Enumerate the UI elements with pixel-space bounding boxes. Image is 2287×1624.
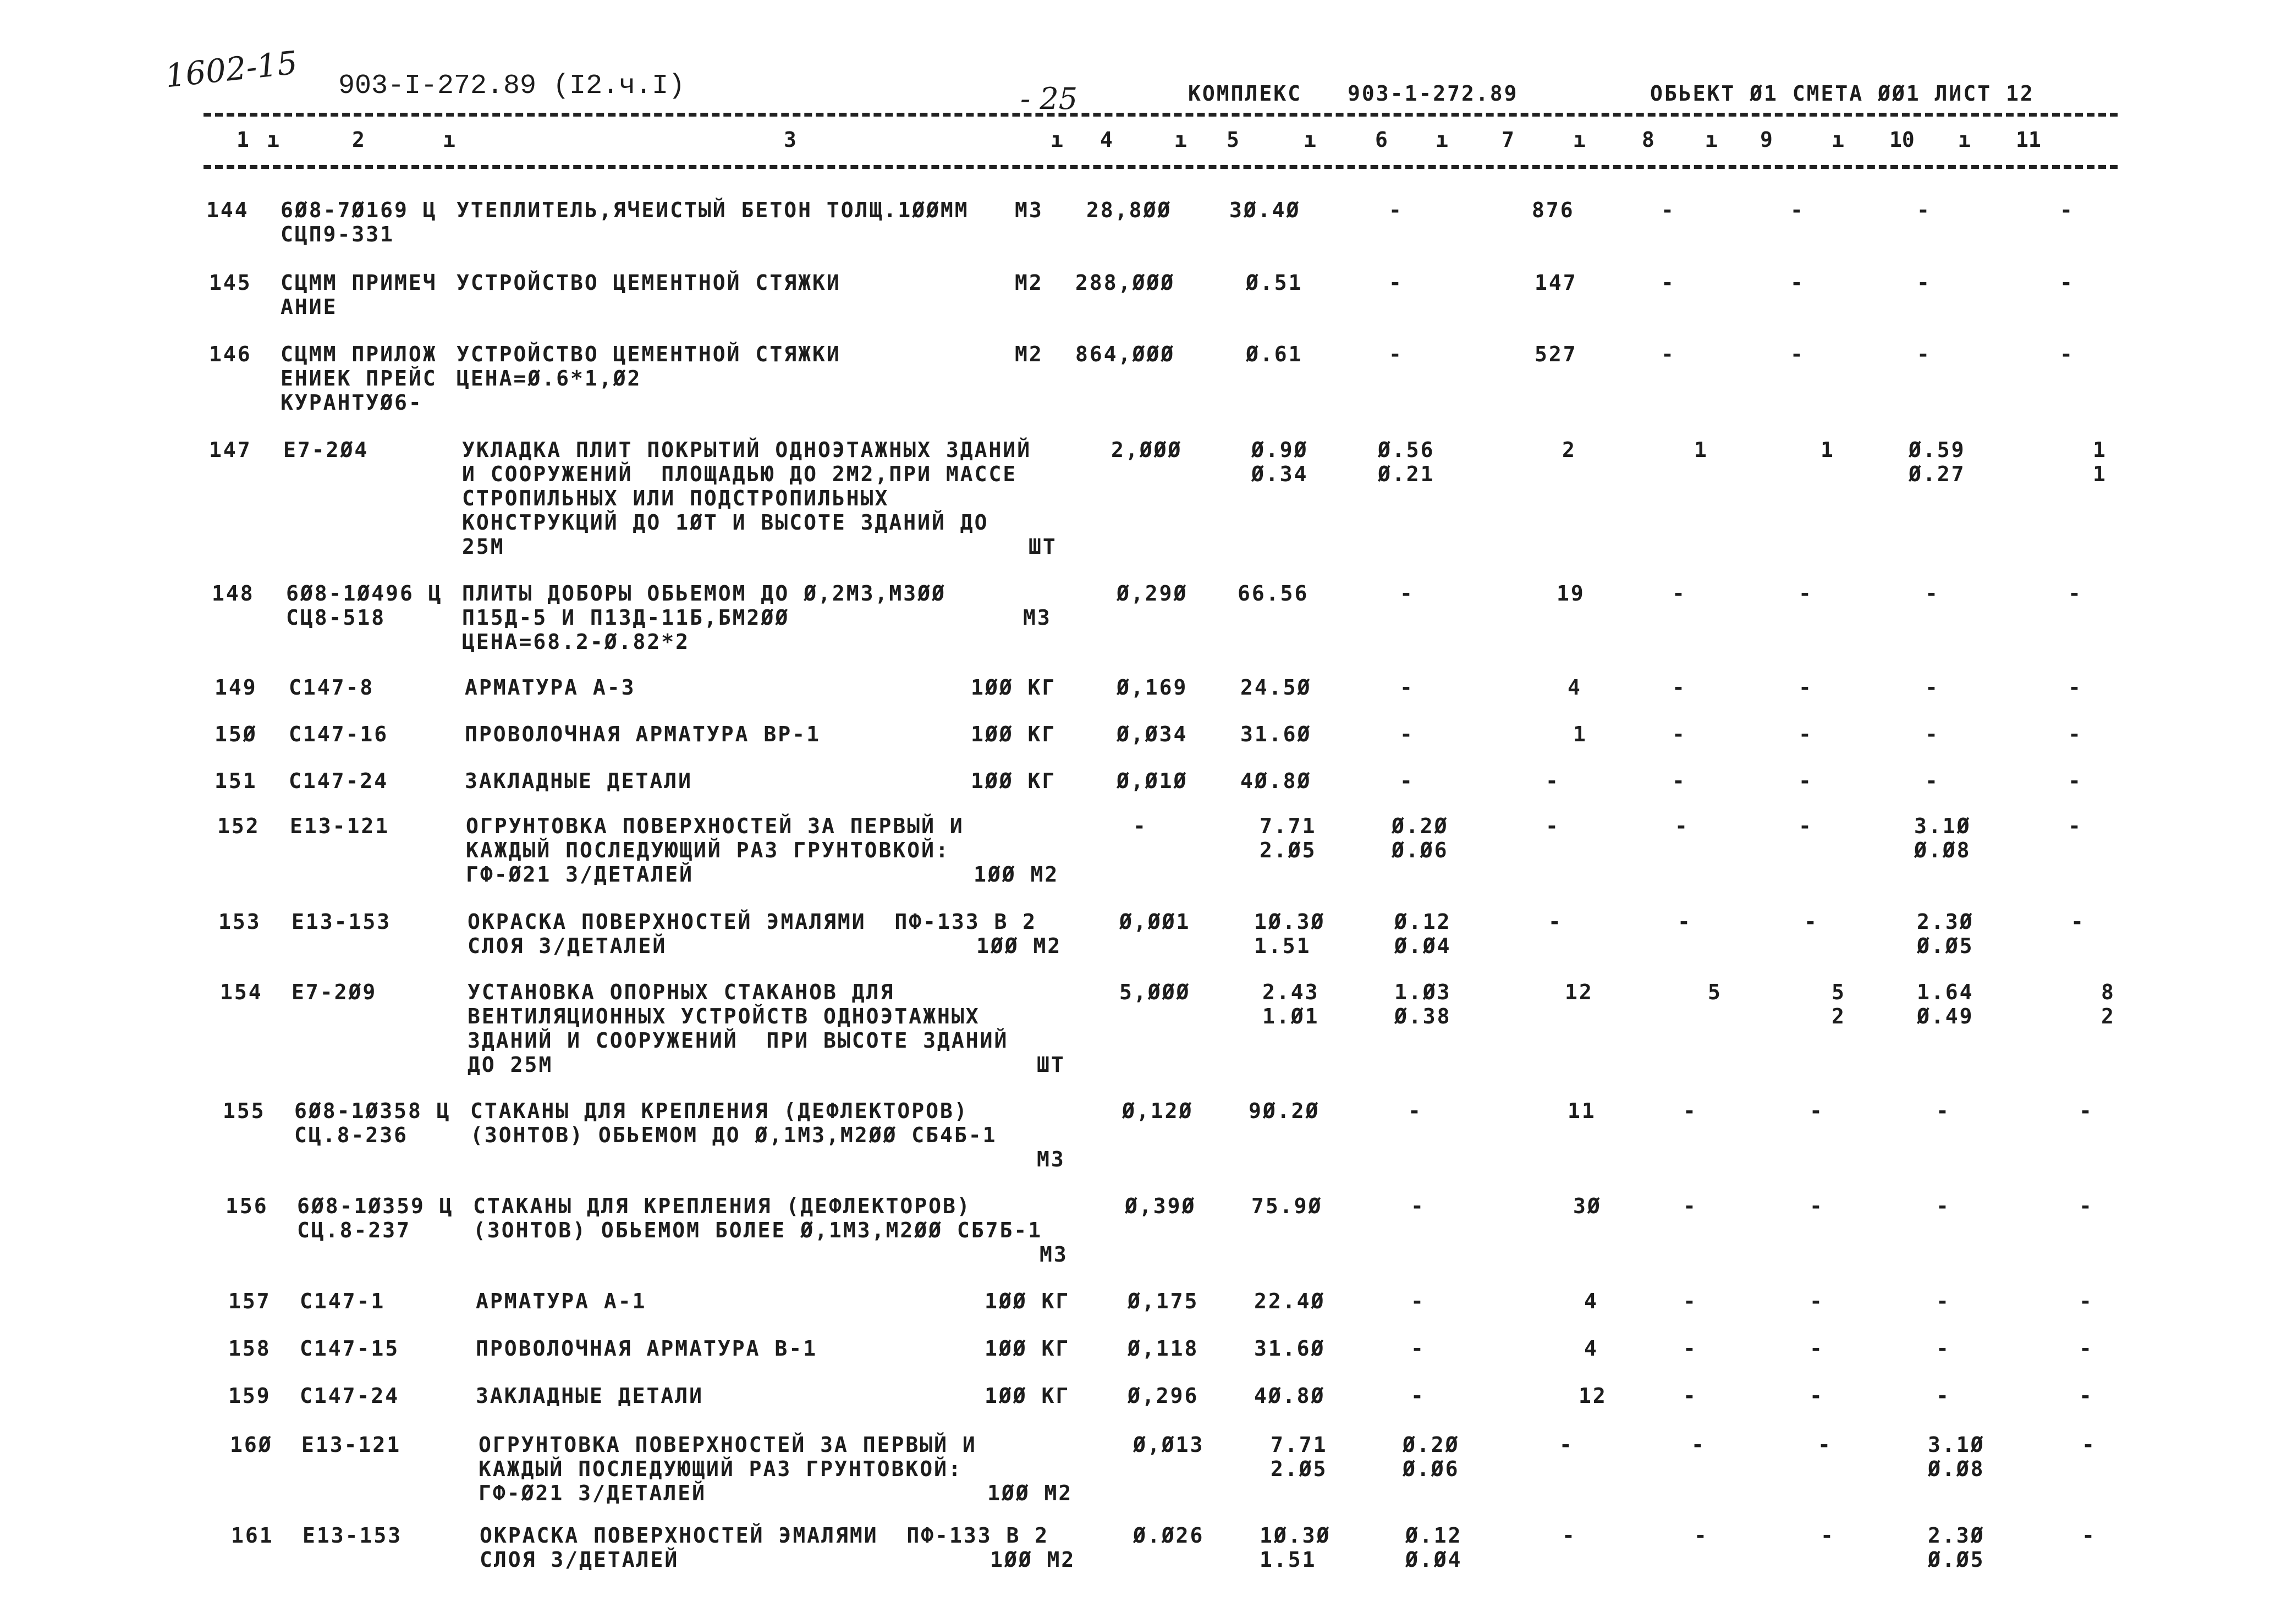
col-7: - — [1546, 814, 1560, 838]
column-separator: ı — [267, 128, 279, 152]
col-11: - — [2079, 1336, 2093, 1361]
col-7: 3Ø — [1573, 1194, 1602, 1218]
work-description: ЗАКЛАДНЫЕ ДЕТАЛИ — [476, 1384, 704, 1408]
col-8: - — [1683, 1099, 1697, 1123]
row-number: 154 — [220, 980, 263, 1004]
unit: 1ØØ М2 — [990, 1548, 1076, 1572]
col-9: - — [1818, 1433, 1832, 1457]
column-number-11: 11 — [2016, 128, 2041, 152]
col-7: 12 — [1565, 980, 1593, 1004]
col-7: - — [1559, 1433, 1574, 1457]
work-description: УТЕПЛИТЕЛЬ,ЯЧЕИСТЫЙ БЕТОН ТОЛЩ.1ØØММ — [457, 198, 969, 222]
quantity: Ø,29Ø — [1117, 581, 1188, 605]
col-7: 876 — [1532, 198, 1575, 222]
col-7: 19 — [1557, 581, 1585, 605]
column-separator: ı — [1436, 128, 1448, 152]
norm-code: С147-8 — [289, 675, 375, 700]
col-6: Ø.56 Ø.21 — [1378, 438, 1435, 486]
column-separator: ı — [1174, 128, 1187, 152]
col-8: - — [1694, 1523, 1708, 1548]
work-description: ЗАКЛАДНЫЕ ДЕТАЛИ — [465, 769, 693, 793]
work-description: УКЛАДКА ПЛИТ ПОКРЫТИЙ ОДНОЭТАЖНЫХ ЗДАНИЙ И СООРУЖЕНИЙ ПЛОЩАДЬЮ ДО 2М2,ПРИ МАССЕ СТРОПИЛЬНЫХ ИЛИ ПОДСТРОПИЛЬНЫХ КОНСТРУКЦИЙ ДО 1ØТ И ВЫСОТЕ ЗДАНИЙ ДО 25М — [462, 438, 1032, 559]
unit: 1ØØ М2 — [974, 862, 1059, 887]
norm-code: 6Ø8-7Ø169 Ц СЦП9-331 — [281, 198, 437, 246]
row-number: 156 — [226, 1194, 268, 1218]
col-8: - — [1661, 271, 1675, 295]
col-9: - — [1810, 1384, 1824, 1408]
unit: М2 — [1015, 271, 1043, 295]
unit: М3 — [1037, 1147, 1065, 1171]
col-8: - — [1683, 1384, 1697, 1408]
row-number: 15Ø — [215, 722, 257, 746]
col-8: - — [1672, 722, 1686, 746]
col-8: - — [1672, 769, 1686, 793]
quantity: 864,ØØØ — [1075, 342, 1175, 366]
complex-code: 903-1-272.89 — [1348, 81, 1519, 106]
col-10: - — [1917, 342, 1931, 366]
work-description: СТАКАНЫ ДЛЯ КРЕПЛЕНИЯ (ДЕФЛЕКТОРОВ) (ЗОНТОВ) ОБЬЕМОМ ДО Ø,1М3,М2ØØ СБ4Б-1 — [470, 1099, 997, 1147]
quantity: 5,ØØØ — [1119, 980, 1191, 1004]
work-description: ПРОВОЛОЧНАЯ АРМАТУРА ВР-1 — [465, 722, 821, 746]
col-10: 3.1Ø Ø.Ø8 — [1928, 1433, 1985, 1481]
col-10: 2.3Ø Ø.Ø5 — [1928, 1523, 1985, 1572]
col-11: - — [2082, 1523, 2096, 1548]
unit-price: 7.71 2.Ø5 — [1260, 814, 1317, 862]
col-7: 12 — [1579, 1384, 1607, 1408]
column-number-4: 4 — [1100, 128, 1113, 152]
unit: ШТ — [1037, 1053, 1065, 1077]
col-6: - — [1411, 1384, 1425, 1408]
quantity: Ø,12Ø — [1122, 1099, 1194, 1123]
col-6: Ø.2Ø Ø.Ø6 — [1392, 814, 1449, 862]
col-7: 147 — [1535, 271, 1577, 295]
col-10: - — [1925, 581, 1939, 605]
column-number-3: 3 — [784, 128, 796, 152]
norm-code: Е7-2Ø9 — [292, 980, 377, 1004]
column-separator: ı — [1832, 128, 1844, 152]
row-number: 149 — [215, 675, 257, 700]
row-number: 145 — [209, 271, 252, 295]
norm-code: Е7-2Ø4 — [283, 438, 369, 462]
col-10: - — [1936, 1384, 1950, 1408]
unit: М3 — [1023, 605, 1052, 630]
unit-price: Ø.9Ø Ø.34 — [1251, 438, 1309, 486]
col-11: - — [2068, 769, 2082, 793]
col-6: - — [1400, 722, 1414, 746]
column-separator: ı — [1573, 128, 1586, 152]
col-6: Ø.2Ø Ø.Ø6 — [1403, 1433, 1460, 1481]
col-6: Ø.12 Ø.Ø4 — [1394, 910, 1452, 958]
unit-price: Ø.61 — [1246, 342, 1303, 366]
col-7: 2 — [1562, 438, 1576, 462]
col-6: - — [1411, 1194, 1425, 1218]
quantity: Ø,169 — [1117, 675, 1188, 700]
col-6: - — [1411, 1289, 1425, 1313]
work-description: ПЛИТЫ ДОБОРЫ ОБЬЕМОМ ДО Ø,2М3,М3ØØ П15Д-5 И П13Д-11Б,БМ2ØØ ЦЕНА=68.2-Ø.82*2 — [462, 581, 946, 654]
unit-price: 22.4Ø — [1254, 1289, 1326, 1313]
unit-price: 4Ø.8Ø — [1240, 769, 1312, 793]
col-8: - — [1672, 675, 1686, 700]
work-description: АРМАТУРА А-1 — [476, 1289, 647, 1313]
column-number-9: 9 — [1760, 128, 1773, 152]
col-6: - — [1411, 1336, 1425, 1361]
col-8: - — [1661, 198, 1675, 222]
unit-price: 24.5Ø — [1240, 675, 1312, 700]
unit: 1ØØ КГ — [985, 1384, 1070, 1408]
unit-price: 9Ø.2Ø — [1249, 1099, 1320, 1123]
row-number: 146 — [209, 342, 252, 366]
col-10: 3.1Ø Ø.Ø8 — [1914, 814, 1971, 862]
complex-label: КОМПЛЕКС — [1188, 81, 1302, 106]
row-number: 16Ø — [230, 1433, 273, 1457]
col-9: - — [1810, 1336, 1824, 1361]
unit: М3 — [1040, 1242, 1068, 1267]
row-number: 144 — [206, 198, 249, 222]
col-8: - — [1691, 1433, 1706, 1457]
unit-price: 66.56 — [1238, 581, 1309, 605]
unit: 1ØØ КГ — [971, 769, 1057, 793]
col-11: - — [2079, 1194, 2093, 1218]
col-10: - — [1936, 1194, 1950, 1218]
norm-code: Е13-121 — [301, 1433, 402, 1457]
quantity: Ø,175 — [1128, 1289, 1199, 1313]
norm-code: Е13-121 — [290, 814, 390, 838]
col-6: - — [1389, 198, 1403, 222]
column-number-10: 10 — [1889, 128, 1915, 152]
col-11: 8 2 — [2101, 980, 2115, 1028]
col-11: 1 1 — [2093, 438, 2107, 486]
column-separator: ı — [1051, 128, 1063, 152]
col-8: - — [1683, 1289, 1697, 1313]
col-11: - — [2068, 581, 2082, 605]
norm-code: СЦММ ПРИМЕЧ АНИЕ — [281, 271, 437, 319]
col-8: - — [1683, 1336, 1697, 1361]
col-11: - — [2068, 814, 2082, 838]
col-8: - — [1661, 342, 1675, 366]
work-description: УСТРОЙСТВО ЦЕМЕНТНОЙ СТЯЖКИ — [457, 271, 841, 295]
col-9: - — [1804, 910, 1818, 934]
unit-price: 1Ø.3Ø 1.51 — [1254, 910, 1326, 958]
column-separator: ı — [1705, 128, 1718, 152]
col-11: - — [2060, 271, 2074, 295]
col-7: 11 — [1568, 1099, 1596, 1123]
col-11: - — [2068, 675, 2082, 700]
quantity: Ø,ØØ1 — [1119, 910, 1191, 934]
col-9: - — [1790, 198, 1805, 222]
work-description: ОГРУНТОВКА ПОВЕРХНОСТЕЙ ЗА ПЕРВЫЙ И КАЖДЫЙ ПОСЛЕДУЮЩИЙ РАЗ ГРУНТОВКОЙ: ГФ-Ø21 З/ДЕТАЛЕЙ — [466, 814, 964, 887]
norm-code: С147-24 — [289, 769, 389, 793]
document-code: 903-I-272.89 (I2.ч.I) — [338, 70, 685, 102]
col-9: - — [1799, 581, 1813, 605]
col-9: - — [1810, 1099, 1824, 1123]
col-9: - — [1799, 769, 1813, 793]
quantity: Ø,39Ø — [1125, 1194, 1196, 1218]
row-number: 159 — [228, 1384, 271, 1408]
col-10: - — [1936, 1336, 1950, 1361]
quantity: 28,8ØØ — [1086, 198, 1172, 222]
col-9: - — [1790, 342, 1805, 366]
row-number: 148 — [212, 581, 255, 605]
row-number: 151 — [215, 769, 257, 793]
work-description: АРМАТУРА А-3 — [465, 675, 636, 700]
work-description: ОГРУНТОВКА ПОВЕРХНОСТЕЙ ЗА ПЕРВЫЙ И КАЖДЫЙ ПОСЛЕДУЮЩИЙ РАЗ ГРУНТОВКОЙ: ГФ-Ø21 З/ДЕТАЛЕЙ — [479, 1433, 977, 1505]
col-11: - — [2079, 1099, 2093, 1123]
col-10: Ø.59 Ø.27 — [1909, 438, 1966, 486]
col-10: - — [1936, 1289, 1950, 1313]
column-number-8: 8 — [1642, 128, 1654, 152]
unit-price: 75.9Ø — [1251, 1194, 1323, 1218]
col-6: - — [1408, 1099, 1422, 1123]
unit-price: 1Ø.3Ø 1.51 — [1260, 1523, 1331, 1572]
unit: ШТ — [1029, 535, 1057, 559]
col-8: 5 — [1708, 980, 1722, 1004]
norm-code: Е13-153 — [292, 910, 392, 934]
col-10: - — [1925, 722, 1939, 746]
col-6: - — [1389, 271, 1403, 295]
norm-code: С147-16 — [289, 722, 389, 746]
col-9: - — [1810, 1194, 1824, 1218]
work-description: УСТРОЙСТВО ЦЕМЕНТНОЙ СТЯЖКИ ЦЕНА=Ø.6*1,Ø2 — [457, 342, 841, 390]
col-9: 1 — [1821, 438, 1835, 462]
row-number: 155 — [223, 1099, 266, 1123]
col-7: 4 — [1568, 675, 1582, 700]
col-6: - — [1389, 342, 1403, 366]
col-10: - — [1917, 198, 1931, 222]
column-number-7: 7 — [1502, 128, 1514, 152]
page-number: - 25 — [1020, 81, 1078, 116]
unit: 1ØØ КГ — [985, 1289, 1070, 1313]
unit: 1ØØ КГ — [971, 722, 1057, 746]
norm-code: С147-24 — [300, 1384, 400, 1408]
unit: М2 — [1015, 342, 1043, 366]
col-6: Ø.12 Ø.Ø4 — [1405, 1523, 1463, 1572]
work-description: ОКРАСКА ПОВЕРХНОСТЕЙ ЭМАЛЯМИ ПФ-133 В 2 СЛОЯ З/ДЕТАЛЕЙ — [480, 1523, 1049, 1572]
unit: 1ØØ КГ — [971, 675, 1057, 700]
col-11: - — [2082, 1433, 2096, 1457]
col-8: - — [1672, 581, 1686, 605]
col-9: - — [1790, 271, 1805, 295]
quantity: Ø.Ø26 — [1133, 1523, 1205, 1548]
unit: 1ØØ М2 — [987, 1481, 1073, 1505]
col-7: - — [1546, 769, 1560, 793]
top-rule — [204, 113, 2118, 117]
unit-price: 7.71 2.Ø5 — [1271, 1433, 1328, 1481]
col-8: - — [1683, 1194, 1697, 1218]
quantity: Ø,Ø34 — [1117, 722, 1188, 746]
norm-code: Е13-153 — [303, 1523, 403, 1548]
quantity: Ø,296 — [1128, 1384, 1199, 1408]
work-description: ОКРАСКА ПОВЕРХНОСТЕЙ ЭМАЛЯМИ ПФ-133 В 2 СЛОЯ З/ДЕТАЛЕЙ — [468, 910, 1037, 958]
col-11: - — [2060, 198, 2074, 222]
unit-price: 2.43 1.Ø1 — [1262, 980, 1320, 1028]
col-10: 2.3Ø Ø.Ø5 — [1917, 910, 1974, 958]
col-7: 4 — [1584, 1289, 1598, 1313]
col-9: - — [1799, 675, 1813, 700]
quantity: 2,ØØØ — [1111, 438, 1183, 462]
col-11: - — [2060, 342, 2074, 366]
col-9: - — [1821, 1523, 1835, 1548]
column-number-5: 5 — [1227, 128, 1239, 152]
col-8: 1 — [1694, 438, 1708, 462]
col-8: - — [1675, 814, 1689, 838]
col-9: - — [1799, 814, 1813, 838]
unit-price: 3Ø.4Ø — [1229, 198, 1301, 222]
norm-code: СЦММ ПРИЛОЖ ЕНИЕК ПРЕЙС КУРАНТУØ6- — [281, 342, 437, 415]
col-10: - — [1925, 769, 1939, 793]
work-description: УСТАНОВКА ОПОРНЫХ СТАКАНОВ ДЛЯ ВЕНТИЛЯЦИОННЫХ УСТРОЙСТВ ОДНОЭТАЖНЫХ ЗДАНИЙ И СООРУЖЕНИЙ ПРИ ВЫСОТЕ ЗДАНИЙ ДО 25М — [468, 980, 1009, 1077]
column-number-2: 2 — [352, 128, 365, 152]
row-number: 157 — [228, 1289, 271, 1313]
col-7: - — [1548, 910, 1563, 934]
norm-code: 6Ø8-1Ø358 Ц СЦ.8-236 — [294, 1099, 451, 1147]
row-number: 158 — [228, 1336, 271, 1361]
column-separator: ı — [1958, 128, 1971, 152]
col-7: 4 — [1584, 1336, 1598, 1361]
quantity: Ø,118 — [1128, 1336, 1199, 1361]
header-rule — [204, 165, 2118, 169]
col-8: - — [1678, 910, 1692, 934]
unit: 1ØØ М2 — [976, 934, 1062, 958]
column-number-6: 6 — [1375, 128, 1388, 152]
col-10: - — [1925, 675, 1939, 700]
col-11: - — [2079, 1289, 2093, 1313]
norm-code: С147-15 — [300, 1336, 400, 1361]
col-10: - — [1917, 271, 1931, 295]
norm-code: С147-1 — [300, 1289, 386, 1313]
norm-code: 6Ø8-1Ø496 Ц СЦ8-518 — [286, 581, 443, 630]
object-sheet-label: ОБЬЕКТ Ø1 СМЕТА ØØ1 ЛИСТ 12 — [1650, 81, 2035, 106]
unit-price: 4Ø.8Ø — [1254, 1384, 1326, 1408]
col-7: 1 — [1573, 722, 1587, 746]
col-11: - — [2079, 1384, 2093, 1408]
row-number: 152 — [217, 814, 260, 838]
col-9: - — [1810, 1289, 1824, 1313]
quantity: Ø,Ø13 — [1133, 1433, 1205, 1457]
col-10: - — [1936, 1099, 1950, 1123]
handwritten-reference: 1602-15 — [163, 43, 299, 95]
row-number: 153 — [218, 910, 261, 934]
quantity: Ø,Ø1Ø — [1117, 769, 1188, 793]
column-separator: ı — [1304, 128, 1316, 152]
row-number: 147 — [209, 438, 252, 462]
col-9: - — [1799, 722, 1813, 746]
column-number-1: 1 — [237, 128, 249, 152]
col-11: - — [2071, 910, 2085, 934]
col-7: 527 — [1535, 342, 1577, 366]
col-11: - — [2068, 722, 2082, 746]
column-separator: ı — [443, 128, 455, 152]
quantity: - — [1133, 814, 1147, 838]
col-6: - — [1400, 581, 1414, 605]
norm-code: 6Ø8-1Ø359 Ц СЦ.8-237 — [297, 1194, 454, 1242]
col-6: - — [1400, 675, 1414, 700]
unit: М3 — [1015, 198, 1043, 222]
quantity: 288,ØØØ — [1075, 271, 1175, 295]
col-7: - — [1562, 1523, 1576, 1548]
work-description: СТАКАНЫ ДЛЯ КРЕПЛЕНИЯ (ДЕФЛЕКТОРОВ) (ЗОНТОВ) ОБЬЕМОМ БОЛЕЕ Ø,1М3,М2ØØ СБ7Б-1 — [473, 1194, 1043, 1242]
col-10: 1.64 Ø.49 — [1917, 980, 1974, 1028]
col-6: - — [1400, 769, 1414, 793]
col-6: 1.Ø3 Ø.38 — [1394, 980, 1452, 1028]
unit-price: Ø.51 — [1246, 271, 1303, 295]
unit: 1ØØ КГ — [985, 1336, 1070, 1361]
work-description: ПРОВОЛОЧНАЯ АРМАТУРА В-1 — [476, 1336, 818, 1361]
row-number: 161 — [231, 1523, 274, 1548]
unit-price: 31.6Ø — [1254, 1336, 1326, 1361]
unit-price: 31.6Ø — [1240, 722, 1312, 746]
col-9: 5 2 — [1832, 980, 1846, 1028]
